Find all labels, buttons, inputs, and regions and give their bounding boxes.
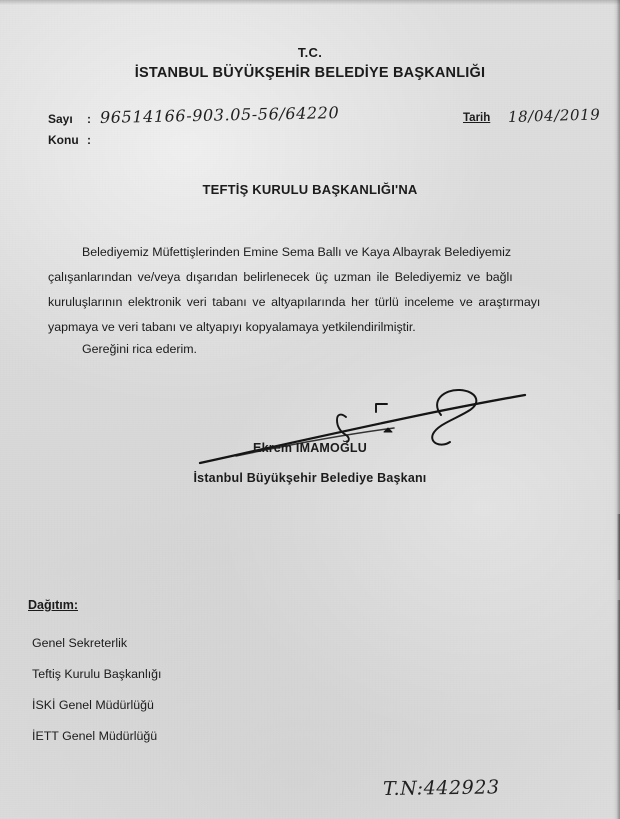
scan-edge-right (613, 0, 620, 819)
distribution-item: Genel Sekreterlik (32, 636, 128, 650)
scan-edge-top (0, 0, 620, 5)
letterhead-organization: İSTANBUL BÜYÜKŞEHİR BELEDİYE BAŞKANLIĞI (134, 65, 486, 81)
reference-number-value: 96514166-903.05-56/64220 (99, 102, 340, 127)
body-line: yapmaya ve veri tabanı ve altyapıyı kopyalamaya yetkilendirilmiştir. (48, 320, 416, 334)
distribution-item: İSKİ Genel Müdürlüğü (32, 698, 154, 712)
signatory-title: İstanbul Büyükşehir Belediye Başkanı (193, 471, 427, 485)
distribution-item: İETT Genel Müdürlüğü (32, 729, 158, 743)
addressee-line: TEFTİŞ KURULU BAŞKANLIĞI'NA (202, 182, 418, 197)
distribution-item: Teftiş Kurulu Başkanlığı (32, 667, 162, 681)
body-line: Belediyemiz Müfettişlerinden Emine Sema Ballı ve Kaya Albayrak Belediyemiz (82, 245, 512, 259)
letterhead-state-line: T.C. (297, 45, 323, 60)
body-text (48, 240, 542, 340)
distribution-heading: Dağıtım: (28, 598, 78, 612)
date-value: 18/04/2019 (507, 105, 601, 126)
signatory-name: Ekrem İMAMOĞLU (253, 441, 367, 455)
body-line: çalışanlarından ve/veya dışarıdan belirlenecek üç uzman ile Belediyemiz ve bağlı (48, 270, 513, 284)
body-line: kuruluşlarının elektronik veri tabanı ve altyapılarında her türlü inceleme ve araştırmayı (48, 295, 541, 309)
subject-label: Konu (48, 133, 79, 147)
date-label: Tarih (463, 112, 491, 124)
reference-number-colon: : (87, 112, 91, 126)
distribution-list (32, 628, 161, 752)
reference-number-label: Sayı (48, 112, 73, 126)
tracking-number: T.N:442923 (382, 776, 500, 800)
subject-colon: : (87, 133, 91, 147)
closing-line: Gereğini rica ederim. (82, 342, 198, 356)
